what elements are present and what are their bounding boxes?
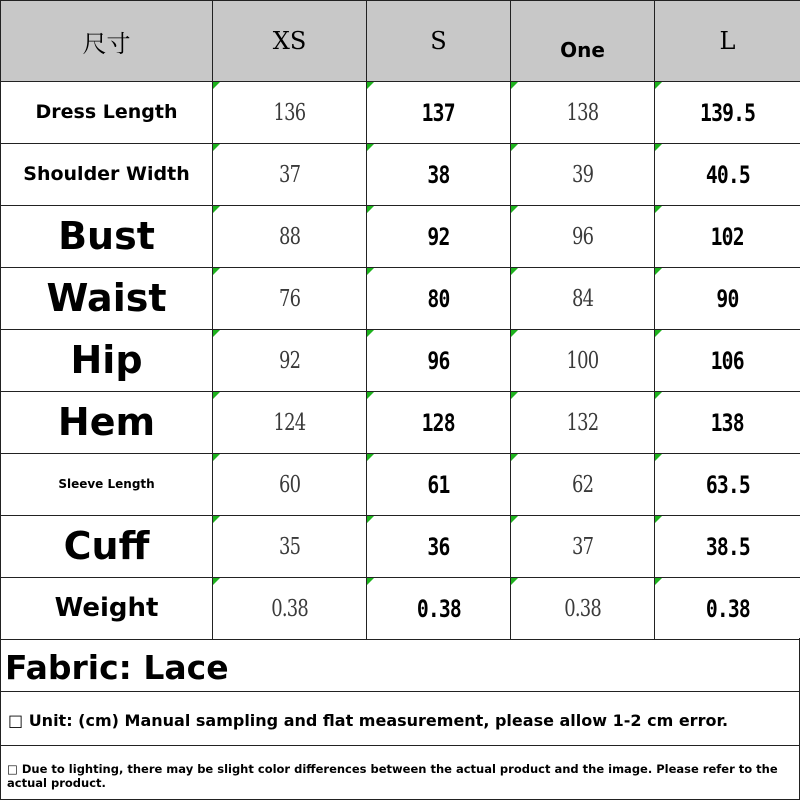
table-cell: 136 <box>213 82 367 144</box>
row-label: Hip <box>1 330 213 392</box>
row-label: Dress Length <box>1 82 213 144</box>
row-label: Cuff <box>1 516 213 578</box>
header-s: S <box>367 1 511 82</box>
table-cell: 96 <box>511 206 655 268</box>
table-cell: 0.38 <box>511 578 655 640</box>
table-cell: 37 <box>213 144 367 206</box>
table-cell: 63.5 <box>655 454 800 516</box>
table-cell: 36 <box>367 516 511 578</box>
table-cell: 96 <box>367 330 511 392</box>
table-cell: 90 <box>655 268 800 330</box>
row-label: Bust <box>1 206 213 268</box>
table-cell: 139.5 <box>655 82 800 144</box>
table-cell: 0.38 <box>213 578 367 640</box>
table-cell: 37 <box>511 516 655 578</box>
header-l: L <box>655 1 800 82</box>
row-label: Sleeve Length <box>1 454 213 516</box>
header-one: One <box>511 1 655 82</box>
table-row <box>1 330 800 392</box>
table-row <box>1 392 800 454</box>
table-cell: 124 <box>213 392 367 454</box>
table-row <box>1 206 800 268</box>
table-cell: 92 <box>367 206 511 268</box>
row-label: Weight <box>1 578 213 640</box>
measurements-body <box>1 82 800 640</box>
table-cell: 76 <box>213 268 367 330</box>
table-cell: 106 <box>655 330 800 392</box>
table-row <box>1 516 800 578</box>
table-row <box>1 578 800 640</box>
table-cell: 35 <box>213 516 367 578</box>
row-label: Shoulder Width <box>1 144 213 206</box>
header-size: 尺寸 <box>1 1 213 82</box>
table-cell: 0.38 <box>655 578 800 640</box>
table-cell: 84 <box>511 268 655 330</box>
table-row <box>1 268 800 330</box>
table-cell: 61 <box>367 454 511 516</box>
table-row <box>1 82 800 144</box>
table-cell: 88 <box>213 206 367 268</box>
table-cell: 102 <box>655 206 800 268</box>
table-cell: 40.5 <box>655 144 800 206</box>
header-row <box>1 1 800 82</box>
fabric-label: Fabric: Lace <box>0 638 800 692</box>
table-cell: 128 <box>367 392 511 454</box>
row-label: Hem <box>1 392 213 454</box>
table-cell: 80 <box>367 268 511 330</box>
table-cell: 60 <box>213 454 367 516</box>
table-cell: 39 <box>511 144 655 206</box>
unit-note: □ Unit: (cm) Manual sampling and flat measurement, please allow 1-2 cm error. <box>0 692 800 746</box>
table-cell: 38.5 <box>655 516 800 578</box>
table-cell: 92 <box>213 330 367 392</box>
table-cell: 0.38 <box>367 578 511 640</box>
table-cell: 100 <box>511 330 655 392</box>
table-cell: 38 <box>367 144 511 206</box>
row-label: Waist <box>1 268 213 330</box>
table-cell: 132 <box>511 392 655 454</box>
table-cell: 62 <box>511 454 655 516</box>
color-note: □ Due to lighting, there may be slight color differences between the actual product and the image. Please refer to the actual product. <box>0 746 800 800</box>
table-cell: 137 <box>367 82 511 144</box>
table-row <box>1 454 800 516</box>
table-cell: 138 <box>511 82 655 144</box>
table-cell: 138 <box>655 392 800 454</box>
header-xs: XS <box>213 1 367 82</box>
table-row <box>1 144 800 206</box>
